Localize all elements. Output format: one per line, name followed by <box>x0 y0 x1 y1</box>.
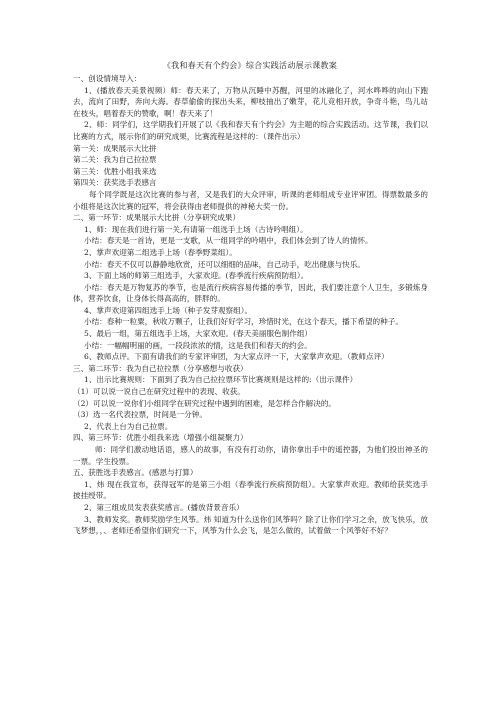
section-heading: 一、创设情境导入： <box>73 74 142 83</box>
paragraph: 2、第三组成员发表获奖感言。(播放背景音乐） <box>84 502 244 512</box>
paragraph: 3、下面上场的师第三组选手，大家欢迎。(春季流行疾病预防组）。 <box>84 271 309 281</box>
summary: 小结：一幅幅明丽的画，一段段浓浓的情，这是我们和春天的约会。 <box>84 340 312 350</box>
paragraph: 1、炜 现在我宣布，获得冠军的是第三小组（春季流行疾病预防组）。大家掌声欢迎。教师给获奖选手披挂绶带。 <box>73 479 428 501</box>
document-title: 《我和春天有个约会》综合实践活动展示课教案 <box>162 61 338 70</box>
paragraph: 1、(播放春天美景视频）师：春天来了，万物从沉睡中苏醒，河里的冰融化了，河水哗哗的向山下跑去，流向了田野，奔向大海。春草偷偷的探出头来，柳枝抽出了嫩芽，花儿竞相开放，争奇斗艳，鸟儿站在枝头，唱着春天的赞歌，啊！春天来了！ <box>73 85 428 118</box>
summary: 小结：春天不仅可以静静地欣赏，还可以细细的品味，自己动手，吃出健康与快乐。 <box>84 259 365 269</box>
paragraph: 3、教师发奖。教师奖励学生风筝。炜 知道为什么送你们风筝吗？除了让你们学习之余，放飞快乐，放飞梦想，，、老师还希望你们研究一下，风筝为什么会飞，是怎么做的，试着做一个风筝好不好？ <box>73 514 428 536</box>
paragraph: 1、出示比赛规则：下面到了我为自己拉拉票环节比赛规则是这样的:（出示课件） <box>84 375 358 385</box>
paragraph: 1、师：现在我们进行第一关,有请第一组选手上场（古诗吟唱组）。 <box>84 224 308 234</box>
stage-item: 第二关：我为自己拉拉票 <box>73 155 157 165</box>
section-heading: 五、获胜选手表感言。(感恩与打算） <box>73 468 198 478</box>
paragraph: 2、代表上台为自己拉票。 <box>84 421 173 431</box>
paragraph: 6、教师点评。下面有请我们的专家评审团，为大家点评一下，大家掌声欢迎。（教师点评） <box>84 352 389 362</box>
summary: 小结：春天是一首诗，更是一支歌，从一组同学的吟唱中，我们体会到了诗人的情怀。 <box>84 236 373 246</box>
section-heading: 三、第二环节：我为自己拉拉票（分享感想与收获） <box>73 363 248 373</box>
paragraph: 2、师：同学们，这学期我们开展了以《我和春天有个约会》为主题的综合实践活动。这节课，我们以比赛的方式，展示你们的研究成果，比赛流程是这样的：（课件出示） <box>73 120 428 141</box>
section-heading: 二、第一环节：成果展示大比拼（分享研究成果） <box>73 213 241 223</box>
paragraph: 5、最后一组，第五组选手上场，大家欢迎。(春天美丽服色制作组） <box>84 329 313 339</box>
rule-item: （1）可以说一说自己在研究过程中的表现、收获。 <box>73 387 245 397</box>
summary: 小结：春种一粒粟，秋收万颗子，让我们好好学习，珍惜时光，在这个春天，播下希望的种子。 <box>84 317 403 327</box>
stage-item: 第三关：优胜小组我来选 <box>73 166 157 176</box>
paragraph: 师：同学们激动地话语，感人的故事，有没有打动你，请你拿出手中的遥控器，为他们投出神圣的一票。学生投票。 <box>73 445 428 466</box>
stage-item: 第一关：成果展示大比拼 <box>73 143 157 153</box>
rule-item: （2）可以说一说你们小组同学在研究过程中遇到的困难，是怎样合作解决的。 <box>73 398 337 408</box>
section-heading: 四、第三环节：优胜小组我来选（增强小组凝聚力） <box>73 433 248 443</box>
rule-item: （3）选一名代表拉票，时间是一分钟。 <box>73 410 207 420</box>
summary: 小结：春天是万物复苏的季节，也是流行疾病容易传播的季节，因此，我们要注意个人卫生，多锻炼身体，营养饮食，让身体长得高高的，胖胖的。 <box>73 282 428 304</box>
paragraph: 4、掌声欢迎第四组选手上场（种子发芽观察组）。 <box>84 305 253 315</box>
paragraph: 2、掌声欢迎第二组选手上场（春季野菜组）。 <box>84 247 237 257</box>
paragraph: 每个同学既是这次比赛的参与者，又是我们的大众评审，听课的老师组成专业评审团。得票数最多的小组将是这次比赛的冠军，将会获得由老师提供的神秘大奖一份。 <box>73 189 428 211</box>
document-body <box>73 73 428 537</box>
stage-item: 第四关：获奖选手表感言 <box>73 178 157 188</box>
